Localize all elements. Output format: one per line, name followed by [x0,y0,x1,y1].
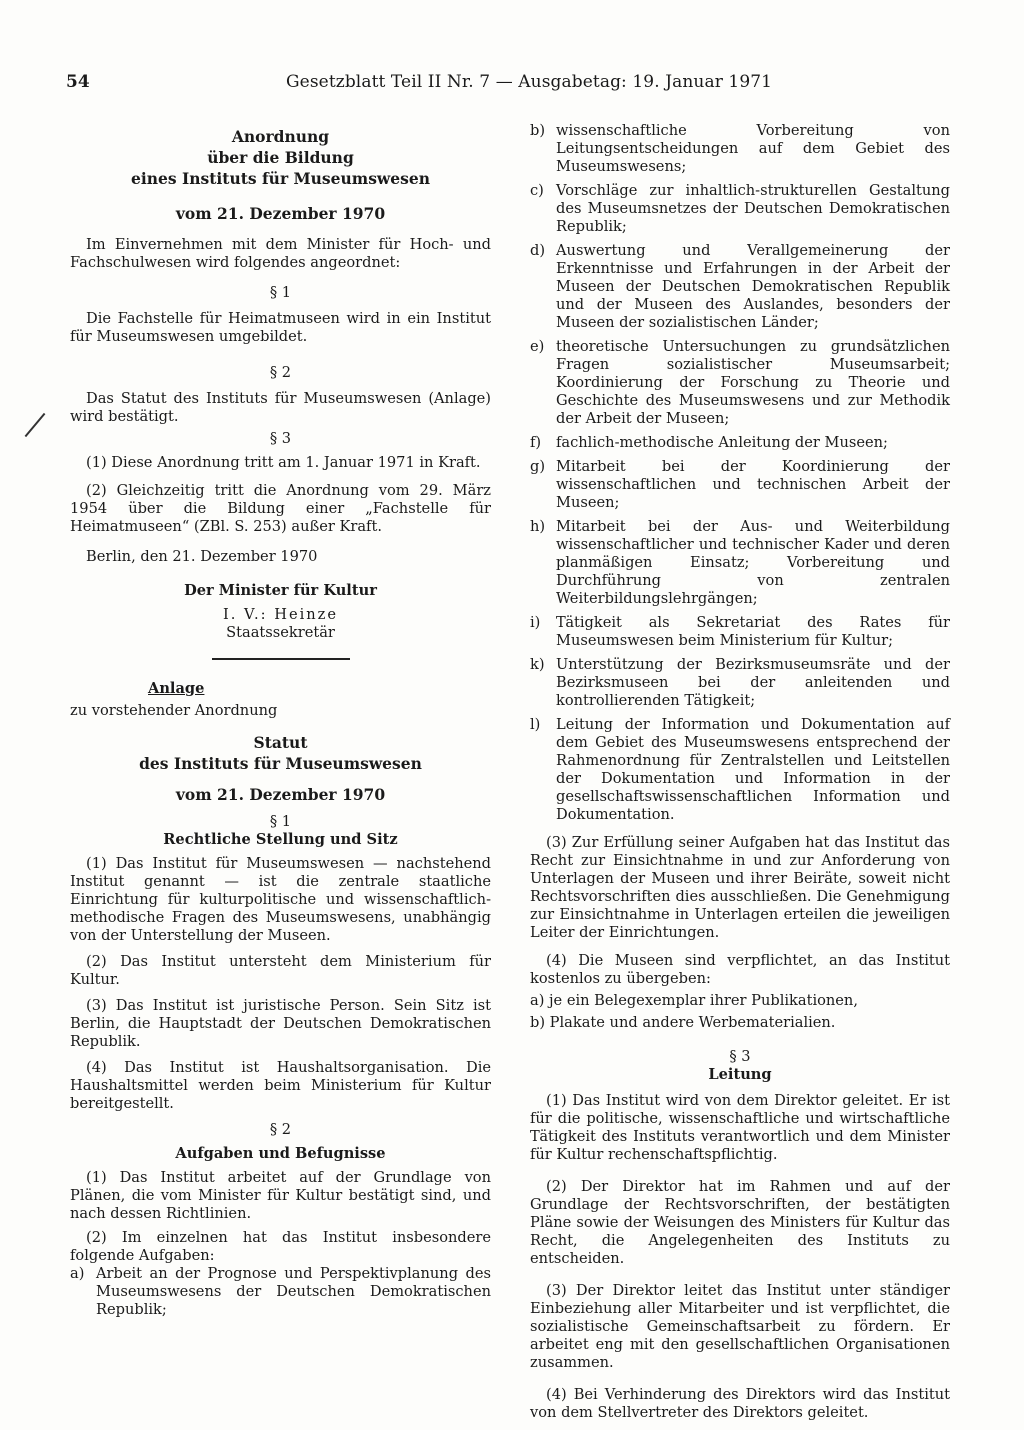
section-heading: § 2 [269,364,292,381]
list-item-text: Vorschläge zur inhaltlich-strukturellen Gestaltung des Museumsnetzes der Deutschen Demokratischen Republik; [556,182,950,235]
list-item-text: Auswertung und Verallgemeinerung der Erkenntnisse und Erfahrungen in der Arbeit der Museen der Deutschen Demokratischen Republik und der Museen des Auslandes, besonders der Museen der sozialistischen Länder; [556,242,950,331]
list-item-text: Mitarbeit bei der Koordinierung der wissenschaftlichen und technischen Arbeit der Museen; [556,458,950,511]
list-item [530,614,950,650]
list-item-text: Mitarbeit bei der Aus- und Weiterbildung wissenschaftlicher und technischer Kader und deren planmäßigen Einsatz; Vorbereitung und Durchführung von zentralen Weiterbildungslehrgängen; [556,518,950,607]
list-item [530,122,950,176]
section-text: (1) Das Institut wird von dem Direktor geleitet. Er ist für die politische, wissenschaftliche und wirtschaftliche Tätigkeit des Instituts verantwortlich und dem Minister für Kultur rechenschaftspflichtig. [530,1092,950,1163]
margin-mark [25,413,46,437]
ordinance-title-line: Anordnung [231,127,330,146]
statute-title: Statut [253,733,308,752]
running-title: Gesetzblatt Teil II Nr. 7 — Ausgabetag: 19. Januar 1971 [286,72,773,92]
section-text: (4) Bei Verhinderung des Direktors wird das Institut von dem Stellvertreter des Direktors geleitet. [530,1386,950,1421]
section-text: (1) Das Institut arbeitet auf der Grundlage von Plänen, die vom Minister für Kultur bestätigt sind, und nach dessen Richtlinien. [70,1169,491,1222]
statute-date: vom 21. Dezember 1970 [175,785,386,804]
list-item [530,518,950,608]
section-text: (1) Das Institut für Museumswesen — nachstehend Institut genannt — ist die zentrale staatliche Einrichtung für kulturpolitische und wissenschaftlich-methodische Fragen des Museumswesens, unabhängig von der Unterstellung der Museen. [70,855,491,944]
list-item-label: i) [530,614,541,631]
list-item [530,434,950,452]
list-item-label: b) [530,122,546,139]
list-item [530,656,950,710]
section-heading: § 3 [269,430,292,447]
list-item-text: Leitung der Information und Dokumentation auf dem Gebiet des Museumswesens entsprechend der Rahmenordnung für Zentralstellen und Leitstellen der Dokumentation und Information in der gesellschaftswissenschaftlichen Information und Dokumentation. [556,716,950,823]
annex-subtitle: zu vorstehender Anordnung [70,702,278,719]
list-item-label: h) [530,518,546,535]
list-item [530,338,950,428]
list-item-text: wissenschaftliche Vorbereitung von Leitungsentscheidungen auf dem Gebiet des Museumswesens; [556,122,950,175]
ordinance-title-line: eines Instituts für Museumswesen [131,169,430,188]
section-title: Rechtliche Stellung und Sitz [163,831,398,848]
list-item [530,182,950,236]
place-date: Berlin, den 21. Dezember 1970 [86,548,318,565]
section-text: (3) Das Institut ist juristische Person. Sein Sitz ist Berlin, die Hauptstadt der Deutschen Demokratischen Republik. [70,997,491,1050]
section-text: (4) Die Museen sind verpflichtet, an das Institut kostenlos zu übergeben: [530,952,950,987]
section-title: Leitung [708,1066,772,1083]
list-item-label: g) [530,458,546,475]
list-item-text: b) Plakate und andere Werbematerialien. [530,1014,836,1031]
list-item-text: Tätigkeit als Sekretariat des Rates für Museumswesen beim Ministerium für Kultur; [556,614,950,649]
section-text: (2) Im einzelnen hat das Institut insbesondere folgende Aufgaben: [70,1229,491,1264]
list-item-label: k) [530,656,545,673]
section-text: Die Fachstelle für Heimatmuseen wird in ein Institut für Museumswesen umgebildet. [70,310,491,345]
statute-subtitle: des Instituts für Museumswesen [139,754,422,773]
ordinance-title-line: über die Bildung [207,148,354,167]
list-item-label: e) [530,338,545,355]
list-item-label: c) [530,182,544,199]
right-column [530,122,950,1422]
list-item-label: d) [530,242,546,259]
signer-role: Staatssekretär [226,624,335,641]
list-item [530,458,950,512]
section-text: (4) Das Institut ist Haushaltsorganisation. Die Haushaltsmittel werden beim Ministerium für Kultur bereitgestellt. [70,1059,491,1112]
list-item-text: Arbeit an der Prognose und Perspektivplanung des Museumswesens der Deutschen Demokratischen Republik; [96,1265,491,1318]
section-text: (1) Diese Anordnung tritt am 1. Januar 1971 in Kraft. [86,454,481,471]
list-item-text: Unterstützung der Bezirksmuseumsräte und der Bezirksmuseen bei der anleitenden und kontrollierenden Tätigkeit; [556,656,950,709]
section-text: (3) Der Direktor leitet das Institut unter ständiger Einbeziehung aller Mitarbeiter und ist verpflichtet, die sozialistische Gemeinschaftsarbeit zu fördern. Er arbeitet eng mit den gesellschaftlichen Organisationen zusammen. [530,1282,950,1371]
ordinance-title [70,126,491,189]
signer-title: Der Minister für Kultur [184,582,377,599]
page-number: 54 [66,72,90,92]
list-item-text: theoretische Untersuchungen zu grundsätzlichen Fragen sozialistischer Museumsarbeit; Koordinierung der Forschung zu Theorie und Geschichte des Museumswesens und zur Methodik der Arbeit der Museen; [556,338,950,427]
section-heading: § 1 [269,284,292,301]
list-item [530,716,950,824]
ordinance-date: vom 21. Dezember 1970 [175,204,386,223]
section-heading: § 2 [269,1121,292,1138]
list-item-label: l) [530,716,541,733]
ordinance-intro: Im Einvernehmen mit dem Minister für Hoch- und Fachschulwesen wird folgendes angeordnet: [70,236,491,271]
section-text: (3) Zur Erfüllung seiner Aufgaben hat das Institut das Recht zur Einsichtnahme in und zur Anforderung von Unterlagen der Museen und ihrer Beiräte, soweit nicht Rechtsvorschriften dies ausschließen. Die Genehmigung zur Einsichtnahme in Unterlagen erteilen die jeweiligen Leiter der Einrichtungen. [530,834,950,941]
annex-label: Anlage [148,680,205,697]
section-heading: § 1 [269,813,292,830]
list-item-text: fachlich-methodische Anleitung der Museen; [556,434,888,451]
section-text: Das Statut des Instituts für Museumswesen (Anlage) wird bestätigt. [70,390,491,425]
list-item-label: f) [530,434,542,451]
left-column [70,126,491,1319]
list-item-label: a) [70,1265,85,1282]
section-title: Aufgaben und Befugnisse [175,1145,386,1162]
section-text: (2) Gleichzeitig tritt die Anordnung vom 29. März 1954 über die Bildung einer „Fachstelle für Heimatmuseen“ (ZBl. S. 253) außer Kraft. [70,482,491,535]
list-item [530,242,950,332]
section-text: (2) Das Institut untersteht dem Ministerium für Kultur. [70,953,491,988]
list-item-text: a) je ein Belegexemplar ihrer Publikationen, [530,992,858,1009]
section-heading: § 3 [729,1048,751,1065]
signer-name: I. V.: Heinze [223,606,338,623]
section-text: (2) Der Direktor hat im Rahmen und auf der Grundlage der Rechtsvorschriften, der bestätigten Pläne sowie der Weisungen des Ministers für Kultur das Recht, die Angelegenheiten des Instituts zu entscheiden. [530,1178,950,1267]
list-item [70,1265,491,1319]
